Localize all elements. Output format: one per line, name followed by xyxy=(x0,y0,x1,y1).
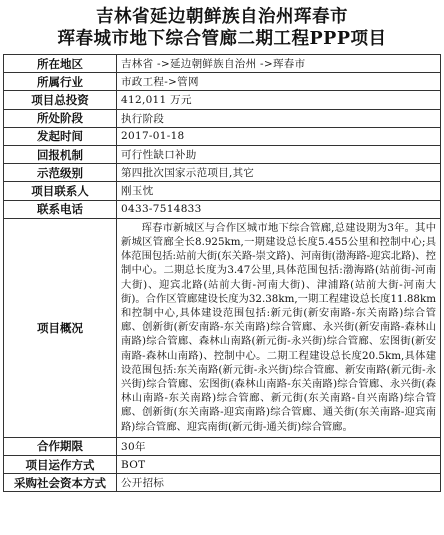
row-label: 发起时间 xyxy=(4,127,117,145)
row-value: 0433-7514833 xyxy=(117,200,441,218)
row-label: 合作期限 xyxy=(4,437,117,455)
row-stage xyxy=(4,109,441,127)
row-value: 市政工程->管网 xyxy=(117,73,441,91)
row-value: 可行性缺口补助 xyxy=(117,145,441,163)
row-value: 412,011 万元 xyxy=(117,91,441,109)
row-value: BOT xyxy=(117,455,441,473)
title-line-2: 珲春城市地下综合管廊二期工程PPP项目 xyxy=(57,29,387,49)
row-value: 执行阶段 xyxy=(117,109,441,127)
row-value: 30年 xyxy=(117,437,441,455)
row-total-investment xyxy=(4,91,441,109)
row-label: 所属行业 xyxy=(4,73,117,91)
row-label: 所在地区 xyxy=(4,55,117,73)
overview-text: 珲春市新城区与合作区城市地下综合管廊,总建设期为3年。其中新城区管廊全长8.925km,一期建设总长度5.455公里和控制中心;具体范围包括:站前大街(东关路-崇文路)、河南街(渤海路-迎宾北路)、控制中心。二期总长度为3.47公里,具体范围包括:渤海路(站前街-河南大街)、迎宾北路(站前大街-河南大街)、津浦路(站前大街-河南大街)。合作区管廊建设长度为32.38km,一期工程建设总长度11.88km和控制中心,具体建设范围包括:新元街(新安南路-东关南路)综合管廊、创新街(新安南路-东关南路)综合管廊、永兴街(新安南路-森林山南路)综合管廊、森林山南路(新元街-永兴街)综合管廊、宏图街(新安南路-森林山南路)、控制中心。二期工程建设总长度20.5km,具体建设范围包括:东关南路(新元街-永兴街)综合管廊、新安南路(新元街-永兴街)综合管廊、宏图街(森林山南路-东关南路)综合管廊、永兴街(森林山南路-东关南路)综合管廊、新元街(东关南路-自兴南路)综合管廊、创新街(东关南路-迎宾南路)综合管廊、通关街(东关南路-迎宾南路)综合管廊、迎宾南街(新元街-通关街)综合管廊。 xyxy=(117,218,441,437)
row-value: 公开招标 xyxy=(117,474,441,492)
row-label: 项目运作方式 xyxy=(4,455,117,473)
row-operation-mode xyxy=(4,455,441,473)
row-label: 项目联系人 xyxy=(4,182,117,200)
row-contact-phone xyxy=(4,200,441,218)
row-value: 第四批次国家示范项目,其它 xyxy=(117,164,441,182)
title-line-1: 吉林省延边朝鲜族自治州珲春市 xyxy=(96,7,348,27)
row-label: 项目总投资 xyxy=(4,91,117,109)
row-contact-person xyxy=(4,182,441,200)
project-info-table xyxy=(3,54,441,492)
row-value: 2017-01-18 xyxy=(117,127,441,145)
row-value: 刚玉忱 xyxy=(117,182,441,200)
row-demonstration-level xyxy=(4,164,441,182)
row-procurement-method xyxy=(4,474,441,492)
row-label: 回报机制 xyxy=(4,145,117,163)
row-project-overview xyxy=(4,218,441,437)
row-label: 所处阶段 xyxy=(4,109,117,127)
document-title xyxy=(3,6,441,50)
row-return-mechanism xyxy=(4,145,441,163)
row-value: 吉林省 ->延边朝鲜族自治州 ->珲春市 xyxy=(117,55,441,73)
row-label: 联系电话 xyxy=(4,200,117,218)
row-label: 项目概况 xyxy=(4,218,117,437)
row-region xyxy=(4,55,441,73)
row-industry xyxy=(4,73,441,91)
row-cooperation-term xyxy=(4,437,441,455)
row-label: 采购社会资本方式 xyxy=(4,474,117,492)
row-label: 示范级别 xyxy=(4,164,117,182)
row-launch-date xyxy=(4,127,441,145)
